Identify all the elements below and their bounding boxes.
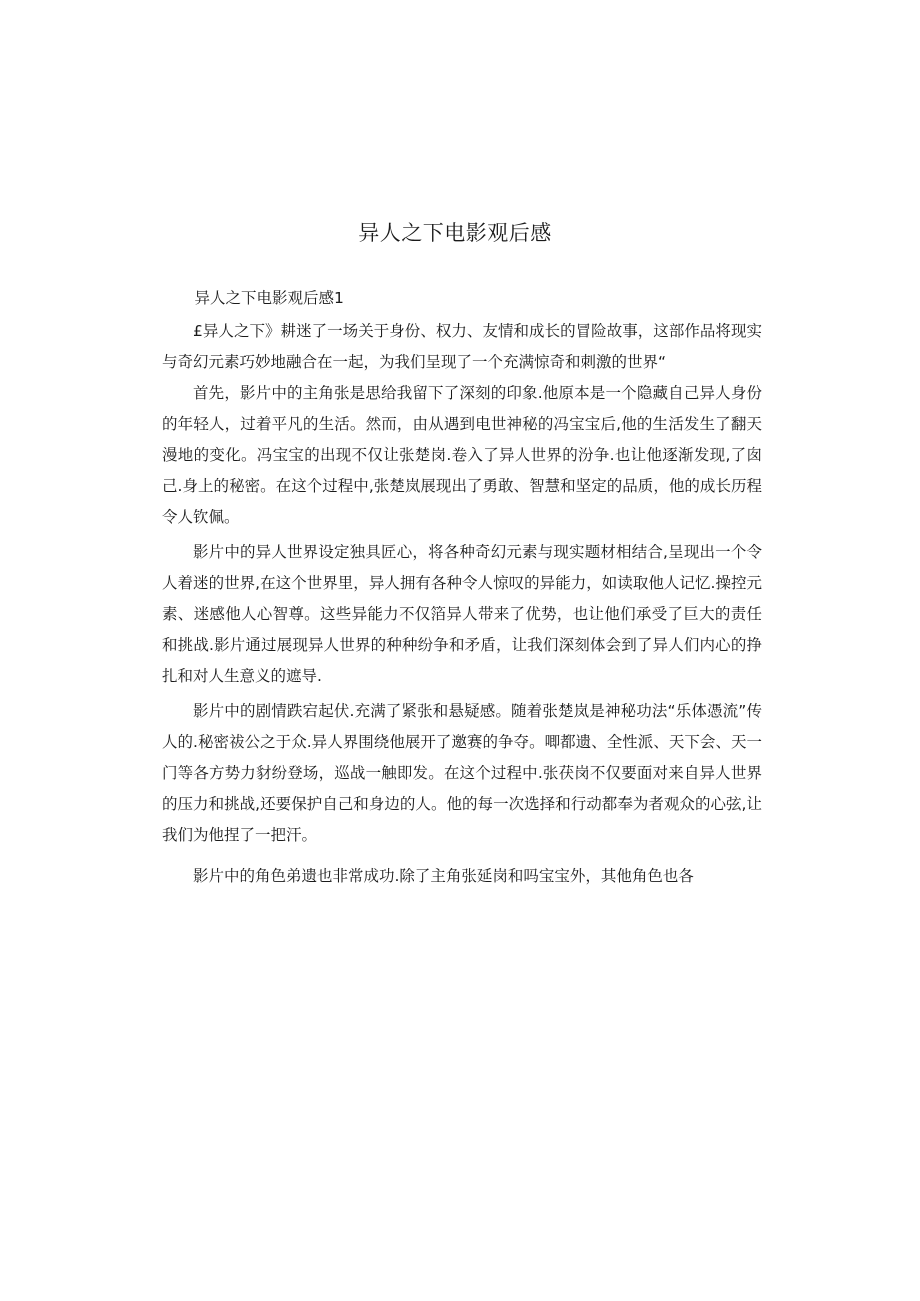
paragraph-world-setting: 影片中的异人世界设定独具匠心，将各种奇幻元素与现实题材相结合,呈现出一个令人着迷的世界,在这个世界里，异人拥有各种令人惊叹的异能力，如读取他人记忆.操控元素、迷感他人心智尊。这些异能力不仅箔异人带来了优势，也让他们承受了巨大的责任和挑战.影片通过展现异人世界的种种纷争和矛盾，让我们深刻体会到了异人们内心的挣扎和对人生意义的遮导. — [162, 543, 762, 685]
article-body — [162, 283, 762, 892]
page-title: 异人之下电影观后感 — [358, 221, 552, 245]
paragraph-protagonist: 首先，影片中的主角张是思给我留下了深刻的印象.他原本是一个隐藏自己异人身份的年轻人，过着平凡的生活。然而，由从遇到电世神秘的冯宝宝后,他的生活发生了翻天漫地的变化。冯宝宝的出现不仅让张楚岗.卷入了异人世界的汾争.也让他逐渐发现,了囱己.身上的秘密。在这个过程中,张楚岚展现出了勇敢、智慧和坚定的品质，他的成长历程令人钦佩。 — [162, 384, 762, 526]
paragraph-characters: 影片中的角色弟遗也非常成功.除了主角张延岗和吗宝宝外，其他角色也各 — [193, 867, 694, 885]
paragraph-plot: 影片中的剧情跌宕起伏.充满了紧张和悬疑感。随着张楚岚是神秘功法“乐体憑流”传人的.秘密祓公之于众.异人界围绕他展开了邀赛的争夺。唧都遗、全性派、天下会、天一门等各方势力豺纷登场，巡战一触即发。在这个过程中.张茯岗不仅要面对来自异人世界的压力和挑战,还要保护自己和身边的人。他的每一次选择和行动都奉为者观众的心弦,让我们为他捏了一把汗。 — [162, 702, 762, 844]
section-subtitle: 异人之下电影观后感1 — [194, 289, 344, 307]
paragraph-intro: £异人之下》耕迷了一场关于身份、权力、友情和成长的冒险故事，这部作品将现实与奇幻元素巧妙地融合在一起，为我们呈现了一个充满惊奇和刺激的世界“ — [162, 322, 762, 371]
